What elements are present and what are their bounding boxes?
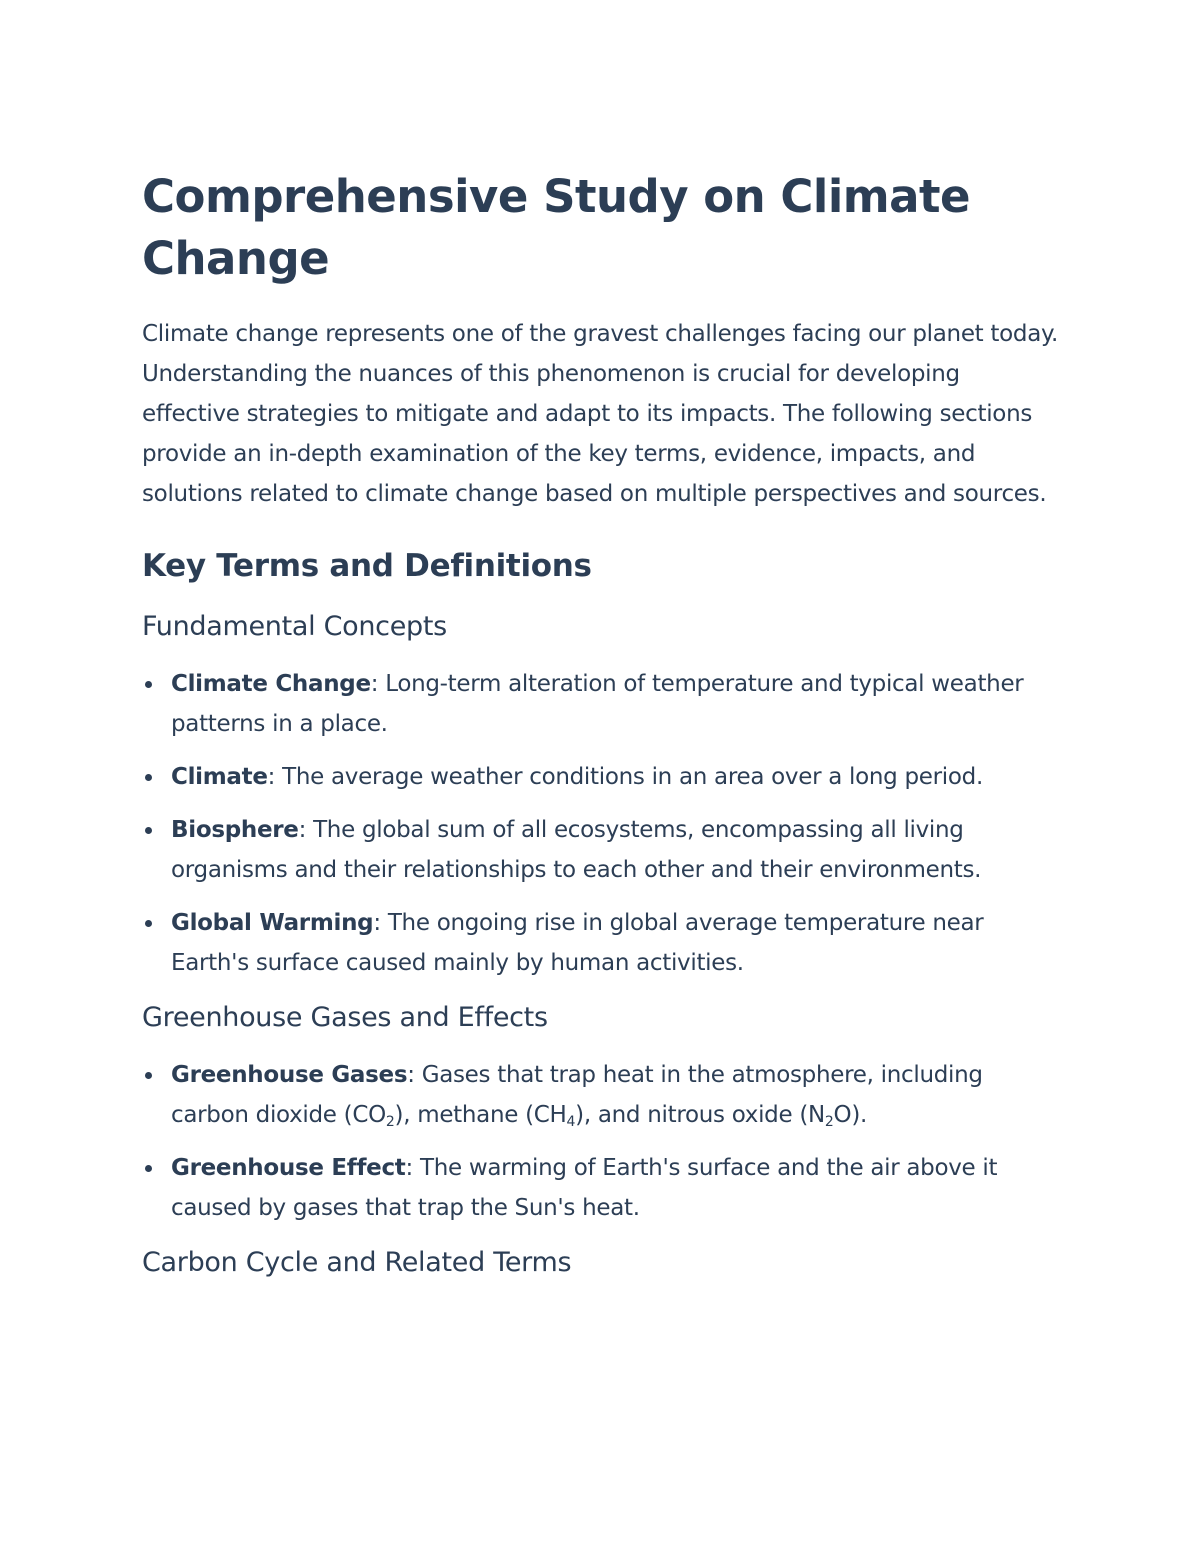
document-page	[142, 166, 1062, 1300]
term-colon: :	[267, 764, 283, 790]
subheading-fundamental-concepts: Fundamental Concepts	[142, 611, 447, 642]
subscript: 4	[566, 1114, 576, 1130]
term-label: Climate	[171, 764, 268, 790]
definition-text: Gases that trap heat in the atmosphere, including carbon dioxide (CO	[171, 1062, 983, 1128]
bullet-icon	[145, 827, 152, 834]
intro-paragraph: Climate change represents one of the gravest challenges facing our planet today. Understanding the nuances of this phenomenon is crucial for developing effective strategies to mitigate and adapt to its impacts. The following sections provide an in-depth examination of the key terms, evidence, impacts, and solutions related to climate change based on multiple perspectives and sources.	[142, 321, 1059, 507]
term-colon: :	[373, 910, 388, 936]
fundamental-concepts-list	[142, 664, 1062, 983]
definition-text: ), and nitrous oxide (N	[575, 1102, 825, 1128]
term-colon: :	[407, 1062, 422, 1088]
term-definition: The average weather conditions in an area over a long period.	[282, 764, 983, 790]
bullet-icon	[145, 681, 152, 688]
greenhouse-gases-list	[142, 1055, 1062, 1228]
list-item	[142, 1148, 1062, 1228]
bullet-icon	[145, 920, 152, 927]
list-item	[142, 757, 1062, 797]
term-definition: The ongoing rise in global average temperature near Earth's surface caused mainly by human activities.	[171, 910, 984, 976]
term-definition: The global sum of all ecosystems, encompassing all living organisms and their relationships to each other and their environments.	[171, 817, 982, 883]
term-label: Greenhouse Effect	[171, 1155, 406, 1181]
term-colon: :	[405, 1155, 420, 1181]
term-label: Biosphere	[171, 817, 299, 843]
list-item	[142, 903, 1062, 983]
list-item	[142, 810, 1062, 890]
term-colon: :	[370, 671, 386, 697]
subscript: 2	[824, 1114, 834, 1130]
list-item	[142, 664, 1062, 744]
term-colon: :	[298, 817, 314, 843]
document-title: Comprehensive Study on Climate Change	[142, 170, 971, 285]
bullet-icon	[145, 1165, 152, 1172]
subscript: 2	[385, 1114, 395, 1130]
subheading-greenhouse-gases: Greenhouse Gases and Effects	[142, 1002, 548, 1033]
section-heading-key-terms: Key Terms and Definitions	[142, 548, 592, 584]
term-label: Climate Change	[171, 671, 371, 697]
term-label: Global Warming	[171, 910, 374, 936]
subheading-carbon-cycle: Carbon Cycle and Related Terms	[142, 1247, 572, 1278]
term-definition: The warming of Earth's surface and the air above it caused by gases that trap the Sun's heat.	[171, 1155, 998, 1221]
term-label: Greenhouse Gases	[171, 1062, 408, 1088]
list-item	[142, 1055, 1062, 1135]
bullet-icon	[145, 774, 152, 781]
bullet-icon	[145, 1072, 152, 1079]
term-definition: Long-term alteration of temperature and typical weather patterns in a place.	[171, 671, 1024, 737]
definition-text: ), methane (CH	[394, 1102, 567, 1128]
definition-text: O).	[833, 1102, 868, 1128]
